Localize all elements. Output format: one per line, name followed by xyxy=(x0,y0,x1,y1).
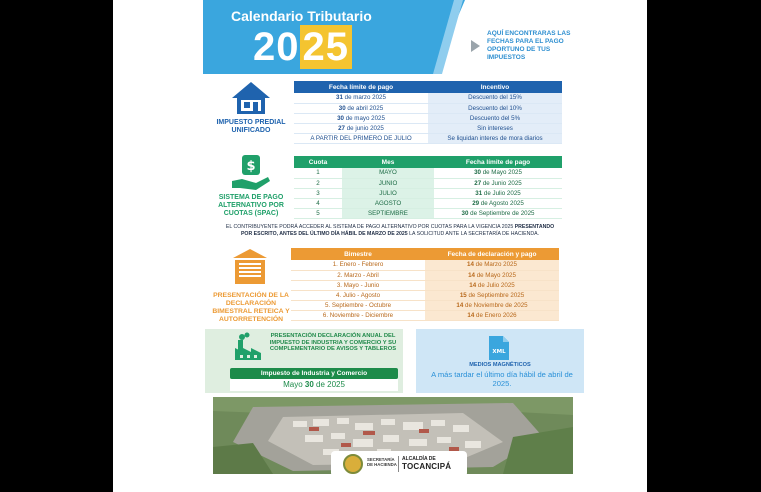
medios-title: MEDIOS MAGNÉTICOS xyxy=(469,362,531,368)
play-arrow-icon xyxy=(471,40,480,52)
svg-text:$: $ xyxy=(246,159,256,174)
table-row: 2. Marzo - Abril 14 de Mayo 2025 xyxy=(291,270,559,280)
building-icon xyxy=(231,248,269,286)
alcaldia-label: ALCALDÍA DE xyxy=(402,456,436,462)
table-row: 3 JULIO 31 de Julio 2025 xyxy=(294,188,562,198)
col-fecha-limite: Fecha límite de pago xyxy=(434,156,562,168)
col-bimestre: Bimestre xyxy=(291,248,425,260)
table-row: 30 de abril 2025 Descuento del 10% xyxy=(294,103,562,113)
table-row: 4. Julio - Agosto 15 de Septiembre 2025 xyxy=(291,290,559,300)
spac-notice: EL CONTRIBUYENTE PODRÁ ACCEDER AL SISTEMA DE PAGO ALTERNATIVO POR CUOTAS PARA LA VIGENCIA 2025 PRESENTANDO POR ESCRITO, ANTES DEL ÚLTIMO DÍA HÁBIL DE MARZO DE 2025 LA SOLICITUD ANTE LA SECRETARÍA DE HACIENDA. xyxy=(225,224,555,237)
header-year xyxy=(253,26,352,68)
year-prefix: 20 xyxy=(253,25,300,69)
table-row: 2 JUNIO 27 de Junio 2025 xyxy=(294,178,562,188)
table-row: 1. Enero - Febrero 14 de Marzo 2025 xyxy=(291,260,559,270)
medios-text: A más tardar el último día hábil de abril de 2025. xyxy=(431,370,573,388)
predial-table xyxy=(294,81,562,144)
header-title: Calendario Tributario xyxy=(231,8,372,24)
table-row: 5 SEPTIEMBRE 30 de Septiembre de 2025 xyxy=(294,208,562,218)
footer-logos xyxy=(331,451,467,477)
reteica-table xyxy=(291,248,559,321)
xml-file-icon xyxy=(488,335,510,361)
logo-divider xyxy=(398,456,399,472)
col-cuota: Cuota xyxy=(294,156,342,168)
table-row: 27 de junio 2025 Sin intereses xyxy=(294,123,562,133)
ica-title: PRESENTACIÓN DECLARACIÓN ANUAL DEL IMPUESTO DE INDUSTRIA Y COMERCIO Y SU COMPLEMENTARIO DE AVISOS Y TABLEROS xyxy=(269,333,397,353)
house-icon xyxy=(230,80,272,116)
col-incentivo: Incentivo xyxy=(428,81,562,93)
tax-calendar-poster xyxy=(113,0,647,492)
table-row: 3. Mayo - Junio 14 de Julio 2025 xyxy=(291,280,559,290)
table-row: 4 AGOSTO 29 de Agosto 2025 xyxy=(294,198,562,208)
col-mes: Mes xyxy=(342,156,434,168)
municipal-seal-icon xyxy=(343,454,363,474)
spac-table xyxy=(294,156,562,219)
table-row: 1 MAYO 30 de Mayo 2025 xyxy=(294,168,562,178)
predial-caption: IMPUESTO PREDIAL UNIFICADO xyxy=(216,119,286,134)
col-fecha-declaracion: Fecha de declaración y pago xyxy=(425,248,559,260)
table-row: 30 de mayo 2025 Descuento del 5% xyxy=(294,113,562,123)
table-row: A PARTIR DEL PRIMERO DE JULIO Se liquidan interes de mora diarios xyxy=(294,133,562,143)
spac-caption: SISTEMA DE PAGO ALTERNATIVO POR CUOTAS (SPAC) xyxy=(218,194,284,217)
table-header-row xyxy=(294,156,562,168)
money-hand-icon xyxy=(230,153,272,193)
table-header-row xyxy=(291,248,559,260)
ica-date: Mayo 30 de 2025 xyxy=(230,379,398,391)
header-note: AQUÍ ENCONTRARAS LAS FECHAS PARA EL PAGO OPORTUNO DE TUS IMPUESTOS xyxy=(487,30,571,61)
svg-text:XML: XML xyxy=(492,349,506,355)
ica-bar: Impuesto de Industria y Comercio xyxy=(230,368,398,379)
col-fecha: Fecha límite de pago xyxy=(294,81,428,93)
table-row: 5. Septiembre - Octubre 14 de Noviembre de 2025 xyxy=(291,300,559,310)
factory-icon xyxy=(233,332,263,362)
year-highlight: 25 xyxy=(300,25,353,69)
table-header-row xyxy=(294,81,562,93)
table-row: 31 de marzo 2025 Descuento del 15% xyxy=(294,93,562,103)
table-row: 6. Noviembre - Diciembre 14 de Enero 2026 xyxy=(291,310,559,320)
municipality-name: TOCANCIPÁ xyxy=(402,462,452,471)
secretaria-label: SECRETARÍA DE HACIENDA xyxy=(367,457,397,468)
reteica-caption: PRESENTACIÓN DE LA DECLARACIÓN BIMESTRAL RETEICA Y AUTORRETENCIÓN xyxy=(212,292,290,323)
